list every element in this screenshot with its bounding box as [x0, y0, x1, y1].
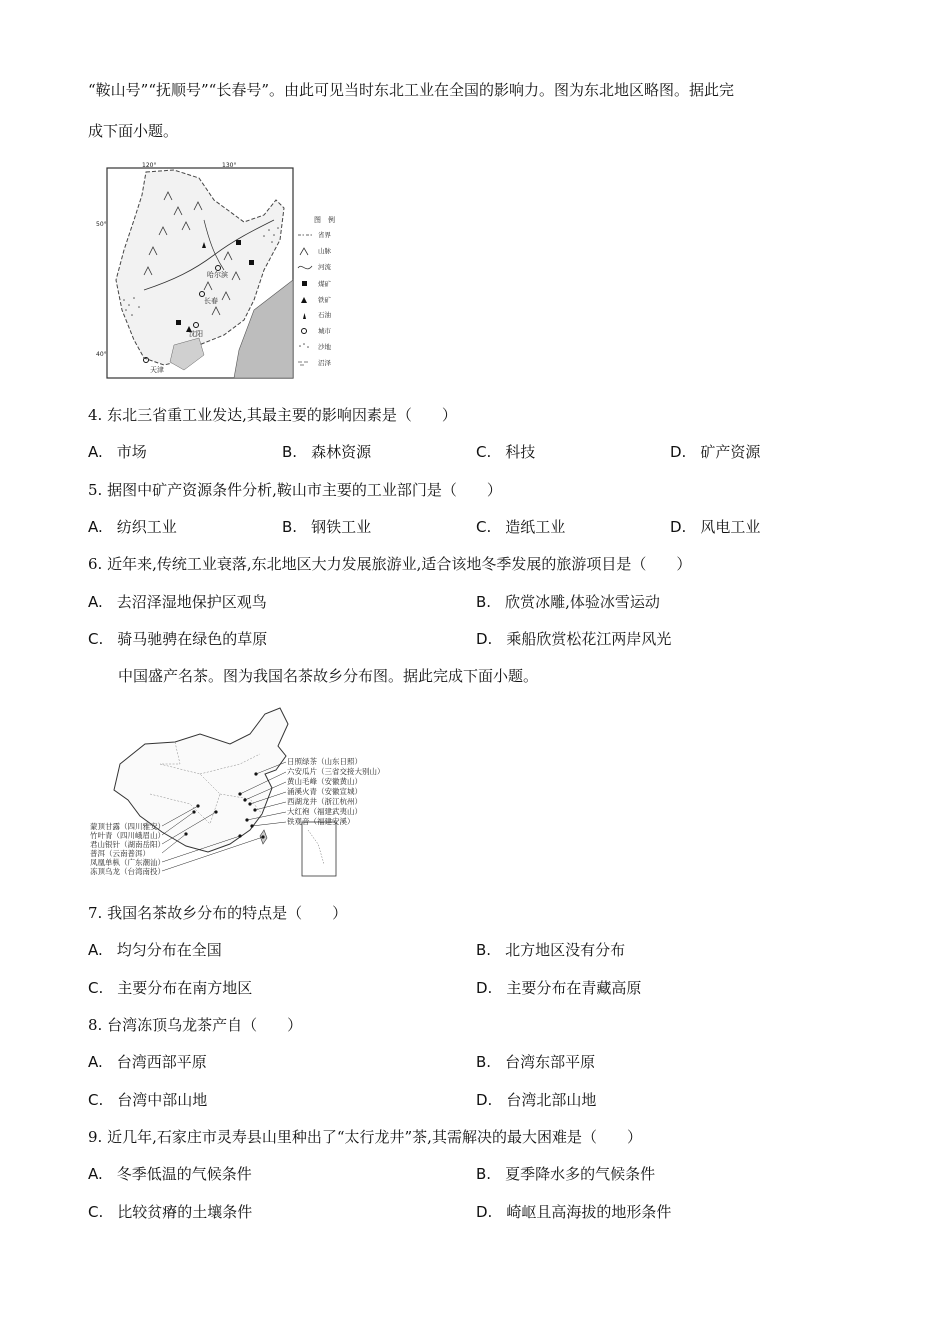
q8-option-c[interactable]: [88, 1090, 207, 1110]
option-text: 欣赏冰雕,体验冰雪运动: [505, 593, 660, 611]
q9-stem: 9. 近几年,石家庄市灵寿县山里种出了“太行龙井”茶,其需解决的最大困难是（ ）: [88, 1128, 642, 1146]
legend-title: 图 例: [314, 216, 335, 224]
option-letter: D.: [476, 979, 493, 997]
q7-option-b[interactable]: [476, 940, 625, 960]
coal-mine-symbol: [236, 240, 241, 245]
option-letter: D.: [476, 630, 493, 648]
q8-option-a[interactable]: [88, 1052, 207, 1072]
city-label-harbin: 哈尔滨: [207, 271, 228, 279]
option-text: 矿产资源: [700, 443, 761, 461]
option-text: 科技: [505, 443, 536, 461]
tea-label-dahongpao: 大红袍（福建武夷山）: [287, 807, 362, 816]
option-text: 冬季低温的气候条件: [116, 1165, 252, 1183]
tea-label-tieguanyin: 铁观音（福建安溪）: [287, 817, 355, 826]
q7-stem: 7. 我国名茶故乡分布的特点是（ ）: [88, 904, 348, 922]
option-text: 台湾中部山地: [117, 1091, 208, 1109]
lon-label-120: 120°: [142, 162, 157, 169]
option-text: 台湾北部山地: [506, 1091, 597, 1109]
option-letter: C.: [88, 1091, 104, 1109]
option-text: 均匀分布在全国: [116, 941, 222, 959]
south-china-sea-inset: [302, 822, 336, 876]
tea-label-dongding: 冻顶乌龙（台湾南投）: [90, 867, 165, 876]
option-letter: C.: [476, 518, 492, 536]
option-letter: A.: [88, 941, 103, 959]
option-text: 台湾东部平原: [505, 1053, 596, 1071]
legend-province-boundary: 省界: [318, 231, 331, 239]
tea-label-fenghuang: 凤凰单枞（广东潮汕）: [90, 858, 165, 867]
option-letter: B.: [282, 443, 298, 461]
option-letter: C.: [88, 630, 104, 648]
legend-sand: 沙地: [318, 343, 331, 351]
q6-option-a[interactable]: [88, 592, 267, 612]
q4-option-a[interactable]: [88, 442, 147, 462]
q9-option-b[interactable]: [476, 1164, 655, 1184]
option-letter: D.: [670, 443, 687, 461]
city-label-tianjin: 天津: [150, 366, 164, 374]
legend-river: 河流: [318, 263, 331, 271]
option-text: 崎岖且高海拔的地形条件: [506, 1203, 672, 1221]
q5-option-c[interactable]: [476, 517, 565, 537]
legend-coal: 煤矿: [318, 280, 331, 288]
option-text: 风电工业: [700, 518, 761, 536]
q4-option-d[interactable]: [670, 442, 760, 462]
legend-mountain: 山脉: [318, 247, 331, 255]
q4-option-b[interactable]: [282, 442, 371, 462]
option-letter: B.: [476, 1053, 492, 1071]
lon-label-130: 130°: [222, 162, 237, 169]
q6-option-c[interactable]: [88, 629, 267, 649]
option-letter: A.: [88, 518, 103, 536]
option-text: 纺织工业: [116, 518, 177, 536]
tea-label-xihu: 西湖龙井（浙江杭州）: [287, 797, 362, 806]
q9-option-c[interactable]: [88, 1202, 252, 1222]
option-letter: C.: [88, 979, 104, 997]
option-text: 主要分布在青藏高原: [506, 979, 642, 997]
coal-mine-symbol: [249, 260, 254, 265]
coal-mine-symbol: [176, 320, 181, 325]
tea-label-puer: 普洱（云南普洱）: [90, 849, 150, 858]
map-legend: [298, 215, 335, 367]
q6-option-b[interactable]: [476, 592, 660, 612]
q6-stem: 6. 近年来,传统工业衰落,东北地区大力发展旅游业,适合该地冬季发展的旅游项目是（ ）: [88, 555, 692, 573]
option-text: 主要分布在南方地区: [117, 979, 253, 997]
option-letter: A.: [88, 1053, 103, 1071]
legend-oil: 石油: [318, 311, 331, 319]
q8-stem: 8. 台湾冻顶乌龙茶产自（ ）: [88, 1016, 303, 1034]
q5-option-a[interactable]: [88, 517, 177, 537]
tea-label-zhuyeqing: 竹叶青（四川峨眉山）: [90, 831, 165, 840]
option-letter: D.: [476, 1203, 493, 1221]
option-text: 造纸工业: [505, 518, 566, 536]
option-text: 市场: [116, 443, 147, 461]
option-letter: A.: [88, 1165, 103, 1183]
option-text: 比较贫瘠的土壤条件: [117, 1203, 253, 1221]
q4-option-c[interactable]: [476, 442, 535, 462]
northeast-map: [96, 160, 364, 382]
lat-label-50: 50°: [96, 221, 107, 228]
q8-option-b[interactable]: [476, 1052, 595, 1072]
tea-label-yongxi: 涌溪火青（安徽宣城）: [287, 787, 362, 796]
left-tea-labels: [90, 821, 165, 876]
option-letter: C.: [476, 443, 492, 461]
option-text: 钢铁工业: [311, 518, 372, 536]
option-letter: A.: [88, 443, 103, 461]
q8-option-d[interactable]: [476, 1090, 596, 1110]
option-text: 骑马驰骋在绿色的草原: [117, 630, 268, 648]
option-text: 夏季降水多的气候条件: [505, 1165, 656, 1183]
option-text: 台湾西部平原: [116, 1053, 207, 1071]
tea-label-luan: 六安瓜片（三省交接大别山）: [287, 767, 385, 776]
right-tea-labels: [287, 756, 385, 826]
option-text: 去沼泽湿地保护区观鸟: [116, 593, 267, 611]
legend-city: 城市: [318, 327, 331, 335]
legend-iron: 铁矿: [318, 296, 331, 304]
q7-option-c[interactable]: [88, 978, 252, 998]
tea-label-junshan: 君山银针（湖南岳阳）: [90, 840, 165, 849]
option-letter: B.: [282, 518, 298, 536]
q5-option-b[interactable]: [282, 517, 371, 537]
legend-swamp: 沼泽: [318, 359, 331, 367]
q5-option-d[interactable]: [670, 517, 760, 537]
option-text: 森林资源: [311, 443, 372, 461]
intro2-text: 中国盛产名茶。图为我国名茶故乡分布图。据此完成下面小题。: [118, 667, 539, 685]
tea-origin-map: [90, 704, 420, 884]
option-letter: B.: [476, 593, 492, 611]
tea-label-huangshan: 黄山毛峰（安徽黄山）: [287, 777, 362, 786]
intro-line-1: “鞍山号”“抚顺号”“长春号”。由此可见当时东北工业在全国的影响力。图为东北地区略图。据此完: [88, 81, 735, 99]
q9-option-a[interactable]: [88, 1164, 252, 1184]
option-letter: D.: [476, 1091, 493, 1109]
option-letter: B.: [476, 1165, 492, 1183]
tea-label-mengding: 蒙顶甘露（四川雅安）: [90, 822, 165, 831]
city-label-changchun: 长春: [204, 297, 218, 305]
q7-option-d[interactable]: [476, 978, 641, 998]
lat-label-40: 40°: [96, 351, 107, 358]
tea-label-rizhao: 日照绿茶（山东日照）: [287, 757, 362, 766]
q5-stem: 5. 据图中矿产资源条件分析,鞍山市主要的工业部门是（ ）: [88, 481, 502, 499]
option-letter: C.: [88, 1203, 104, 1221]
option-text: 北方地区没有分布: [505, 941, 626, 959]
q9-option-d[interactable]: [476, 1202, 671, 1222]
option-letter: D.: [670, 518, 687, 536]
option-letter: A.: [88, 593, 103, 611]
q6-option-d[interactable]: [476, 629, 671, 649]
intro-line-2: 成下面小题。: [88, 122, 179, 140]
q7-option-a[interactable]: [88, 940, 222, 960]
option-letter: B.: [476, 941, 492, 959]
q4-stem: 4. 东北三省重工业发达,其最主要的影响因素是（ ）: [88, 406, 457, 424]
city-label-shenyang: 沈阳: [189, 330, 203, 338]
option-text: 乘船欣赏松花江两岸风光: [506, 630, 672, 648]
